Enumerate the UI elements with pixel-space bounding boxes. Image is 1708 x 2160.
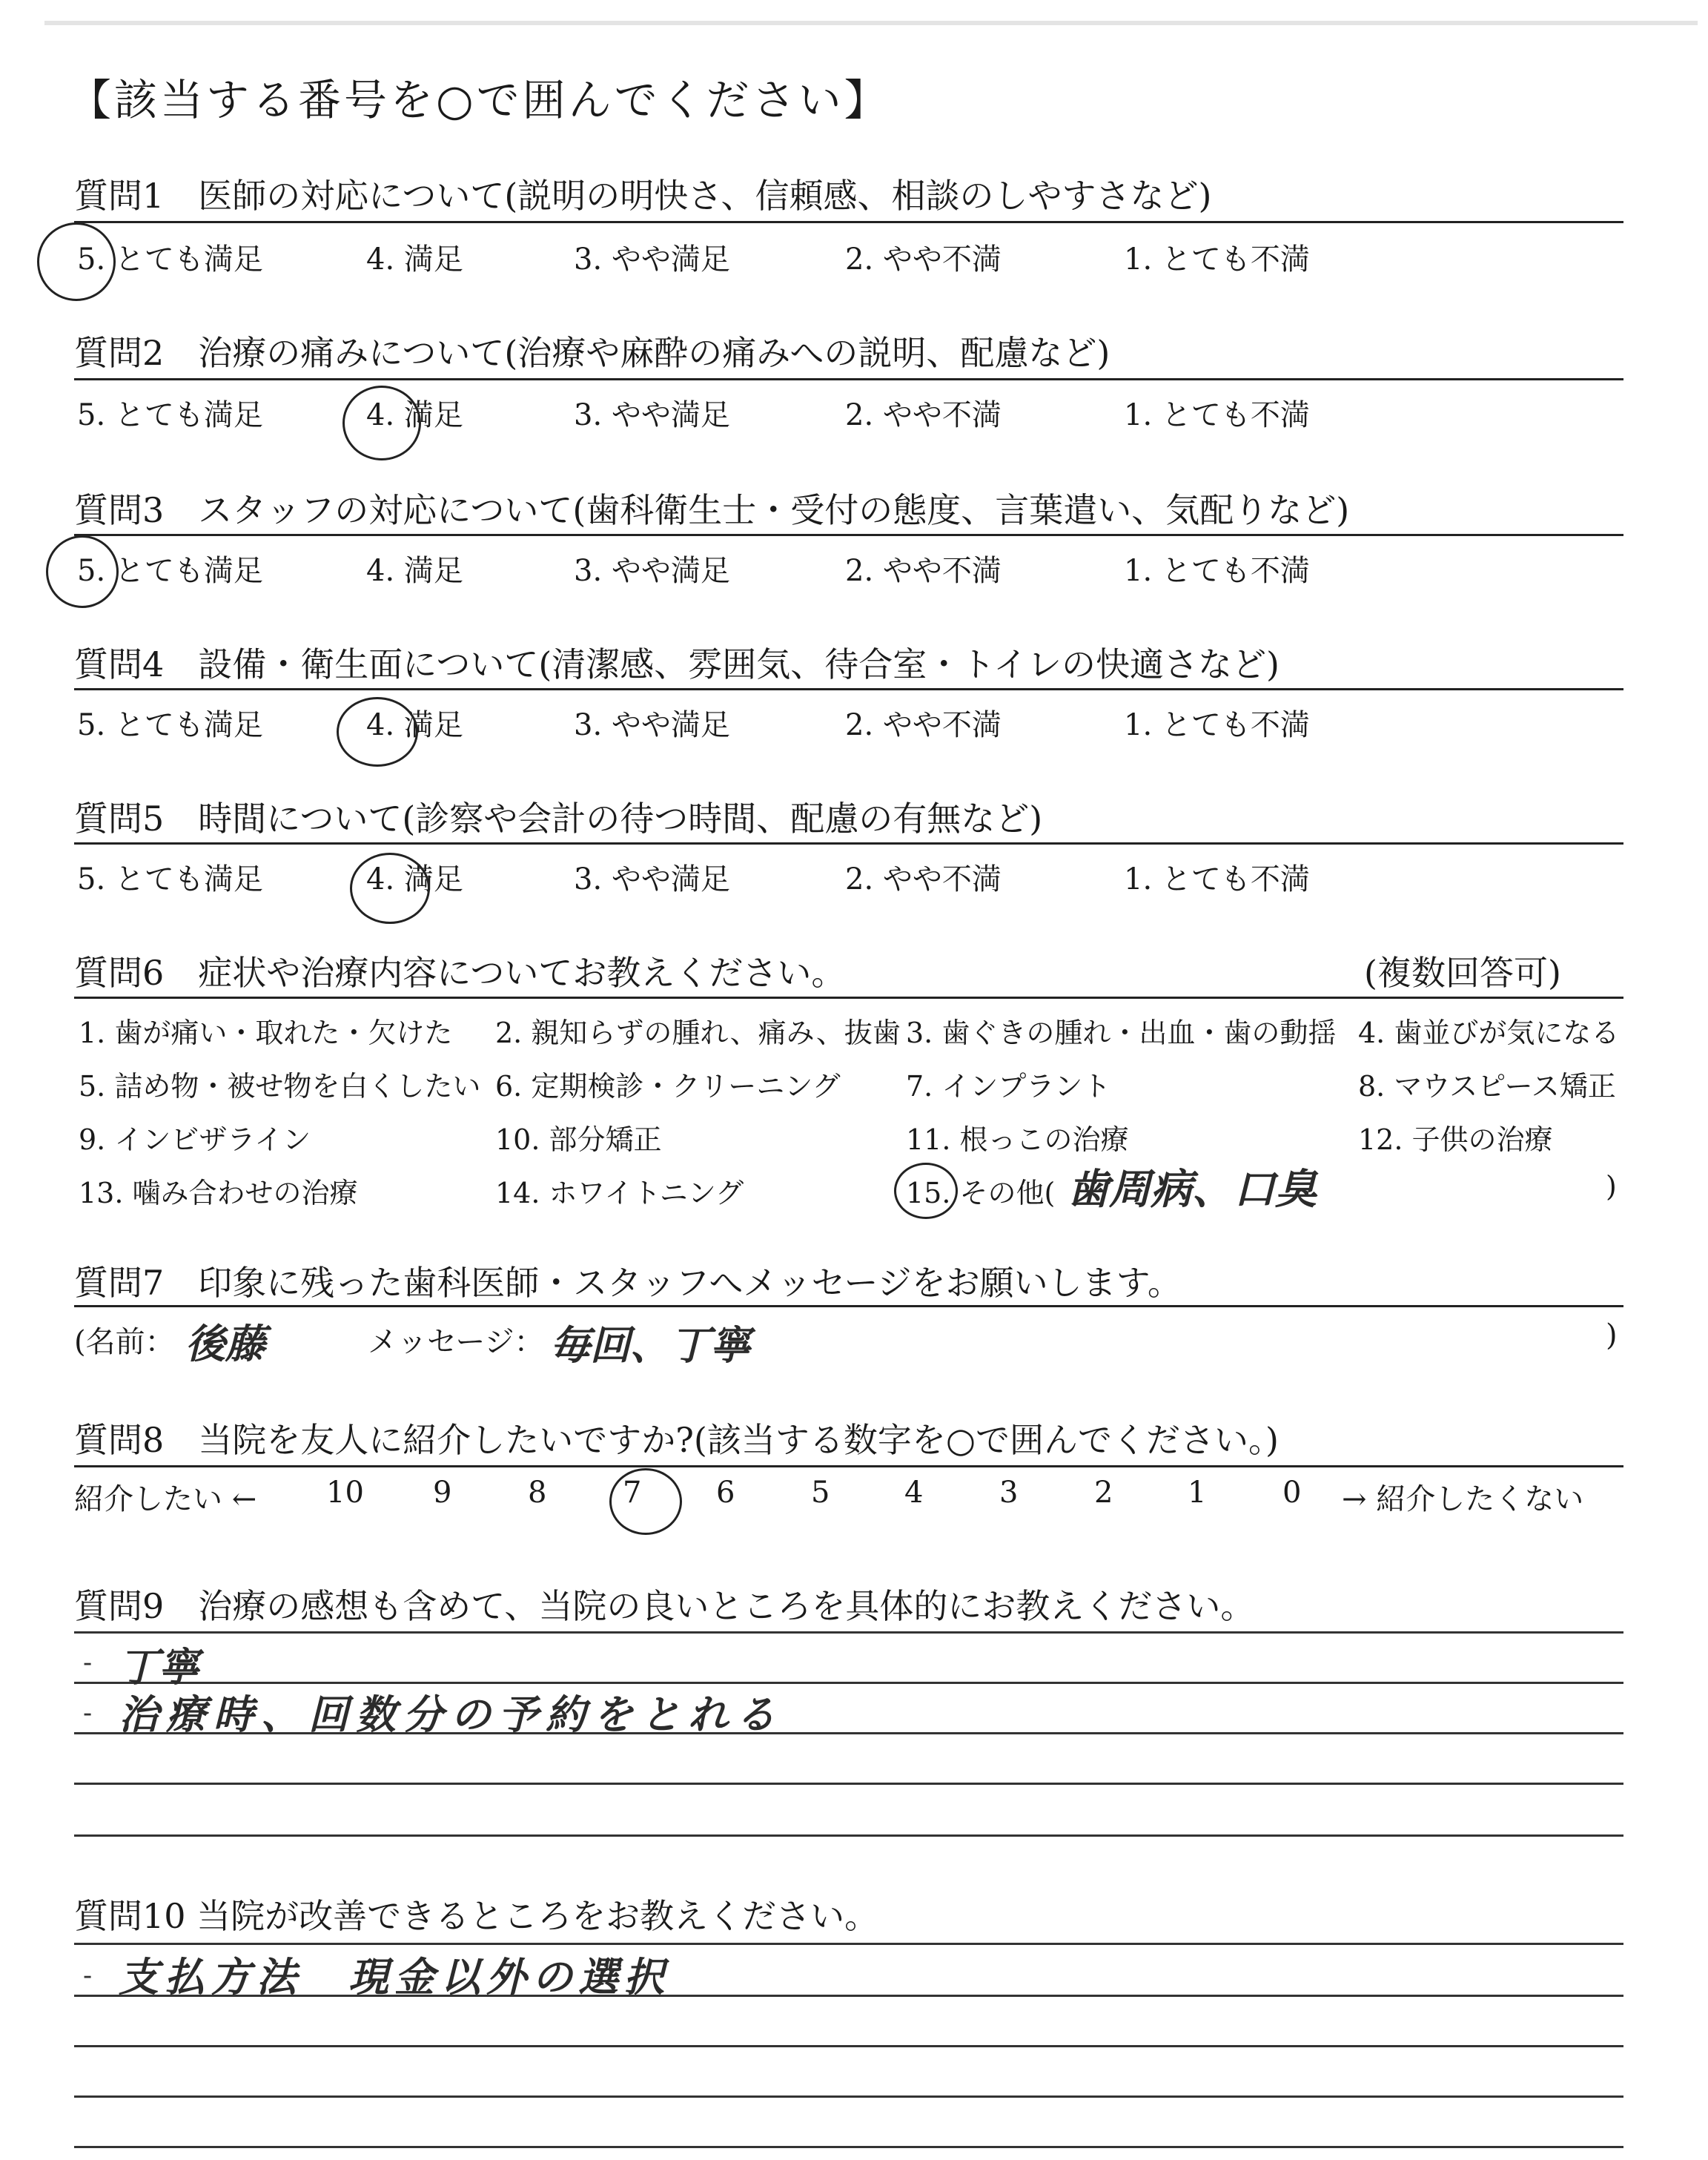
q8-number-3[interactable]: 3 xyxy=(999,1476,1019,1510)
q4-option-3[interactable]: 3. やや満足 xyxy=(574,708,730,742)
question-1-label: 質問1 医師の対応について(説明の明快さ、信頼感、相談のしやすさなど) xyxy=(74,176,1212,216)
q4-option-2[interactable]: 2. やや不満 xyxy=(845,708,1002,742)
q1-selection-circle xyxy=(37,222,116,301)
q6-option-6[interactable]: 6. 定期検診・クリーニング xyxy=(495,1070,841,1103)
q3-option-5[interactable]: 5. とても満足 xyxy=(77,554,263,588)
q5-option-2[interactable]: 2. やや不満 xyxy=(845,862,1002,896)
q9-handwritten-2: 治療時、回数分の予約をとれる xyxy=(119,1691,783,1738)
q1-option-3[interactable]: 3. やや満足 xyxy=(574,242,730,277)
q8-number-7[interactable]: 7 xyxy=(623,1476,642,1510)
q4-option-1[interactable]: 1. とても不満 xyxy=(1124,708,1310,742)
question-2-label: 質問2 治療の痛みについて(治療や麻酔の痛みへの説明、配慮など) xyxy=(74,333,1110,373)
question-1-rule xyxy=(74,221,1623,223)
q6-option-1[interactable]: 1. 歯が痛い・取れた・欠けた xyxy=(79,1017,453,1049)
q8-number-9[interactable]: 9 xyxy=(433,1476,452,1510)
q6-option-14[interactable]: 14. ホワイトニング xyxy=(495,1177,744,1209)
q2-option-3[interactable]: 3. やや満足 xyxy=(574,398,730,432)
q10-line-5 xyxy=(74,2146,1623,2148)
q8-number-2[interactable]: 2 xyxy=(1094,1476,1113,1510)
question-9-label: 質問9 治療の感想も含めて、当院の良いところを具体的にお教えください。 xyxy=(74,1586,1255,1626)
q10-line-3 xyxy=(74,2045,1623,2047)
q10-handwritten-1: 支払方法 現金以外の選択 xyxy=(119,1954,670,2001)
question-2-rule xyxy=(74,378,1623,380)
top-border xyxy=(44,21,1698,25)
q3-option-4[interactable]: 4. 満足 xyxy=(366,554,463,588)
question-8-label: 質問8 当院を友人に紹介したいですか?(該当する数字を○で囲んでください。) xyxy=(74,1420,1279,1460)
q9-line-5 xyxy=(74,1834,1623,1837)
q8-number-1[interactable]: 1 xyxy=(1188,1476,1207,1510)
question-5-options xyxy=(77,856,1634,900)
question-3-rule xyxy=(74,534,1623,536)
question-5-label: 質問5 時間について(診察や会計の待つ時間、配慮の有無など) xyxy=(74,799,1043,839)
q2-option-2[interactable]: 2. やや不満 xyxy=(845,398,1002,432)
q6-option-15[interactable]: 15. その他( xyxy=(906,1177,1056,1209)
q3-option-3[interactable]: 3. やや満足 xyxy=(574,554,730,588)
question-4-label: 質問4 設備・衛生面について(清潔感、雰囲気、待合室・トイレの快適さなど) xyxy=(74,644,1280,684)
q6-option-11[interactable]: 11. 根っこの治療 xyxy=(906,1123,1129,1156)
q1-option-1[interactable]: 1. とても不満 xyxy=(1124,242,1310,277)
q5-option-5[interactable]: 5. とても満足 xyxy=(77,862,263,896)
q8-right-label: → 紹介したくない xyxy=(1342,1482,1584,1516)
question-7-rule xyxy=(74,1305,1623,1307)
q6-option-12[interactable]: 12. 子供の治療 xyxy=(1358,1123,1553,1156)
q3-option-2[interactable]: 2. やや不満 xyxy=(845,554,1002,588)
q6-option-5[interactable]: 5. 詰め物・被せ物を白くしたい xyxy=(79,1070,481,1103)
q3-selection-circle xyxy=(46,535,119,608)
q6-selection-circle xyxy=(894,1163,958,1219)
q8-selection-circle xyxy=(609,1468,682,1535)
q4-option-4[interactable]: 4. 満足 xyxy=(366,708,463,742)
q1-option-5[interactable]: 5. とても満足 xyxy=(77,242,263,277)
q9-handwritten-1: 丁寧 xyxy=(119,1644,199,1691)
question-5-rule xyxy=(74,842,1623,845)
q6-option-3[interactable]: 3. 歯ぐきの腫れ・出血・歯の動揺 xyxy=(906,1017,1337,1049)
q6-option-2[interactable]: 2. 親知らずの腫れ、痛み、抜歯 xyxy=(495,1017,901,1049)
q9-line-1 xyxy=(74,1631,1623,1634)
question-3-options xyxy=(77,547,1634,592)
question-7-label: 質問7 印象に残った歯科医師・スタッフへメッセージをお願いします。 xyxy=(74,1263,1182,1303)
q6-option-8[interactable]: 8. マウスピース矯正 xyxy=(1358,1070,1616,1103)
q5-option-3[interactable]: 3. やや満足 xyxy=(574,862,730,896)
q7-message-label: メッセージ： xyxy=(368,1325,544,1359)
question-3-label: 質問3 スタッフの対応について(歯科衛生士・受付の態度、言葉遣い、気配りなど) xyxy=(74,490,1350,530)
q5-option-4[interactable]: 4. 満足 xyxy=(366,862,463,896)
q8-number-4[interactable]: 4 xyxy=(904,1476,924,1510)
q7-name-label: (名前： xyxy=(74,1325,175,1359)
q6-option-13[interactable]: 13. 噛み合わせの治療 xyxy=(79,1177,358,1209)
question-4-rule xyxy=(74,688,1623,690)
q7-name-handwritten: 後藤 xyxy=(185,1321,265,1367)
q9-bullet-2: - xyxy=(83,1698,93,1728)
q6-option-7[interactable]: 7. インプラント xyxy=(906,1070,1111,1103)
q6-option-4[interactable]: 4. 歯並びが気になる xyxy=(1358,1017,1620,1049)
question-1-options xyxy=(77,236,1634,280)
q5-option-1[interactable]: 1. とても不満 xyxy=(1124,862,1310,896)
q10-line-4 xyxy=(74,2095,1623,2098)
q1-option-2[interactable]: 2. やや不満 xyxy=(845,242,1002,277)
q6-other-close-paren: ) xyxy=(1606,1170,1617,1203)
q2-option-1[interactable]: 1. とても不満 xyxy=(1124,398,1310,432)
q8-number-8[interactable]: 8 xyxy=(528,1476,547,1510)
q5-selection-circle xyxy=(350,853,430,924)
question-4-options xyxy=(77,701,1634,746)
q8-number-0[interactable]: 0 xyxy=(1282,1476,1302,1510)
q8-number-5[interactable]: 5 xyxy=(811,1476,830,1510)
q2-option-5[interactable]: 5. とても満足 xyxy=(77,398,263,432)
q2-option-4[interactable]: 4. 満足 xyxy=(366,398,463,432)
q2-selection-circle xyxy=(342,386,421,460)
q8-number-6[interactable]: 6 xyxy=(716,1476,735,1510)
q1-option-4[interactable]: 4. 満足 xyxy=(366,242,463,277)
q8-number-10[interactable]: 10 xyxy=(326,1476,364,1510)
q8-left-label: 紹介したい ← xyxy=(74,1482,257,1516)
question-8-rule xyxy=(74,1465,1623,1467)
q6-option-10[interactable]: 10. 部分矯正 xyxy=(495,1123,662,1156)
question-6-rule xyxy=(74,997,1623,999)
q4-selection-circle xyxy=(337,697,418,767)
q6-options-grid xyxy=(74,1010,1623,1209)
question-10-label: 質問10 当院が改善できるところをお教えください。 xyxy=(74,1896,879,1936)
question-2-options xyxy=(77,392,1634,436)
question-6-label: 質問6 症状や治療内容についてお教えください。 xyxy=(74,953,846,993)
q7-close-paren: ) xyxy=(1606,1318,1618,1353)
q10-line-1 xyxy=(74,1943,1623,1945)
q6-other-handwritten: 歯周病、口臭 xyxy=(1068,1166,1317,1214)
form-title: 【該当する番号を○で囲んでください】 xyxy=(68,75,890,125)
q9-bullet-1: - xyxy=(83,1648,93,1678)
q10-bullet-1: - xyxy=(83,1961,93,1991)
q7-message-handwritten: 毎回、丁寧 xyxy=(550,1322,750,1369)
q8-scale xyxy=(74,1476,1623,1520)
q4-option-5[interactable]: 5. とても満足 xyxy=(77,708,263,742)
question-6-note: (複数回答可) xyxy=(1364,953,1561,993)
q3-option-1[interactable]: 1. とても不満 xyxy=(1124,554,1310,588)
q9-line-4 xyxy=(74,1783,1623,1785)
q6-option-9[interactable]: 9. インビザライン xyxy=(79,1123,311,1156)
